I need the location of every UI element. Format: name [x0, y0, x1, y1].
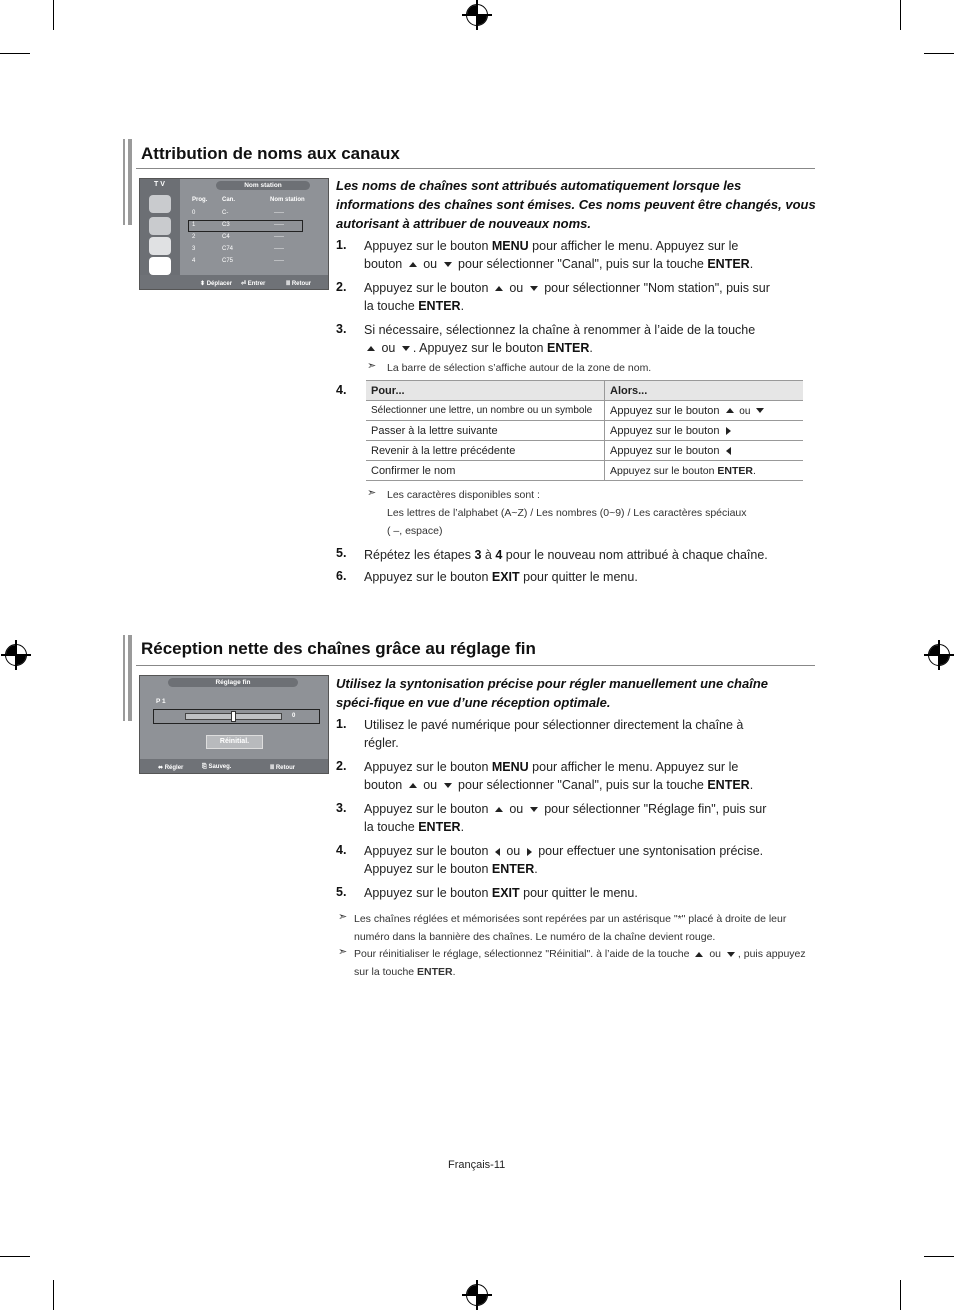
down-arrow-icon [530, 286, 538, 291]
note-text: La barre de sélection s’affiche autour de la zone de nom. [387, 362, 652, 374]
prog-number: 0 [192, 210, 196, 216]
footer-save: ⎘ Sauveg. [202, 764, 232, 770]
table-header: Alors... [605, 381, 804, 401]
crop-mark [900, 0, 901, 30]
section-bar [123, 139, 125, 225]
crop-mark [0, 53, 30, 54]
up-arrow-icon [495, 807, 503, 812]
section-bar [128, 139, 132, 225]
down-arrow-icon [444, 262, 452, 267]
fine-tune-slider[interactable] [231, 711, 236, 722]
registration-mark-icon [466, 1284, 488, 1306]
station-name: ----- [274, 210, 284, 216]
channel-code: C4 [222, 234, 230, 240]
right-arrow-icon [726, 427, 731, 435]
crop-mark [924, 53, 954, 54]
channel-code: C74 [222, 246, 234, 252]
station-name: ----- [274, 234, 284, 240]
step-number: 3. [336, 801, 347, 815]
key-table [366, 380, 803, 481]
reset-button[interactable]: Réinitial. [206, 735, 263, 749]
note-icon: ➣ [338, 945, 348, 958]
fine-tune-value: 0 [292, 713, 296, 719]
footer-adjust: ⬌ Régler [158, 765, 184, 771]
step-number: 5. [336, 546, 347, 560]
step-number: 5. [336, 885, 347, 899]
crop-mark [900, 1280, 901, 1310]
up-arrow-icon [726, 408, 734, 413]
step-number: 1. [336, 717, 347, 731]
screen-title: Réglage fin [168, 678, 298, 687]
section-rule [136, 168, 815, 169]
step-text: Appuyez sur le bouton ou pour effectuer une syntonisation précise. Appuyez sur le bouton ENTER. [364, 844, 764, 876]
step-text: Si nécessaire, sélectionnez la chaîne à renommer à l’aide de la touche ou . Appuyez sur le bouton ENTER. [364, 323, 756, 355]
down-arrow-icon [402, 346, 410, 351]
right-arrow-icon [527, 848, 532, 856]
footer-move: ⬍ Déplacer [200, 281, 233, 287]
note-text: Les chaînes réglées et mémorisées sont repérées par un astérisque "*" placé à droite de leur numéro dans la bannière des chaînes. Le numéro de la chaîne devient rouge. [354, 913, 787, 943]
step-text: Appuyez sur le bouton ou pour sélectionner "Réglage fin", puis sur la touche ENTER. [364, 802, 767, 834]
left-arrow-icon [495, 848, 500, 856]
channel-code: C3 [222, 222, 230, 228]
left-arrow-icon [726, 447, 731, 455]
section-title: Réception nette des chaînes grâce au réglage fin [141, 639, 536, 658]
table-cell: Confirmer le nom [366, 461, 605, 481]
intro-text: Utilisez la syntonisation précise pour régler manuellement une chaîne spéci-fique en vue d’une réception optimale. [336, 676, 769, 710]
step-text: Appuyez sur le bouton MENU pour afficher le menu. Appuyez sur le bouton ou pour sélectionner "Canal", puis sur la touche ENTER. [364, 239, 754, 271]
up-arrow-icon [409, 262, 417, 267]
page-number: Français-11 [448, 1159, 506, 1171]
menu-sidebar [140, 179, 180, 275]
step-number: 4. [336, 843, 347, 857]
table-cell: Sélectionner une lettre, un nombre ou un symbole [366, 401, 605, 421]
down-arrow-icon [756, 408, 764, 413]
footer-back: Ⅲ Retour [270, 765, 296, 771]
crop-mark [53, 1280, 54, 1310]
picture-icon [149, 195, 171, 213]
step-text: Répétez les étapes 3 à 4 pour le nouveau nom attribué à chaque chaîne. [364, 548, 768, 562]
table-row [366, 401, 803, 421]
down-arrow-icon [530, 807, 538, 812]
table-header-row [366, 381, 803, 401]
table-row [366, 441, 803, 461]
note-icon: ➣ [338, 910, 348, 923]
table-cell: Appuyez sur le bouton ENTER. [605, 461, 804, 481]
prog-number: 1 [192, 222, 196, 228]
step-text: Appuyez sur le bouton MENU pour afficher le menu. Appuyez sur le bouton ou pour sélectionner "Canal", puis sur la touche ENTER. [364, 760, 754, 792]
tv-menu-screenshot [139, 178, 329, 290]
step-text: Appuyez sur le bouton EXIT pour quitter le menu. [364, 570, 638, 584]
screen-title: Nom station [216, 181, 310, 190]
section-title: Attribution de noms aux canaux [141, 144, 400, 163]
crop-mark [53, 0, 54, 30]
table-cell: Appuyez sur le bouton ou [605, 401, 804, 421]
note-text: Pour réinitialiser le réglage, sélectionnez "Réinitial". à l’aide de la touche ou , puis appuyez sur la touche ENTER. [354, 948, 806, 978]
section-bar [128, 635, 132, 721]
section-rule [136, 665, 815, 666]
step-number: 1. [336, 238, 347, 252]
step-number: 3. [336, 322, 347, 336]
sound-icon [149, 217, 171, 235]
up-arrow-icon [409, 783, 417, 788]
up-arrow-icon [367, 346, 375, 351]
table-cell: Revenir à la lettre précédente [366, 441, 605, 461]
step-number: 2. [336, 280, 347, 294]
channel-code: C- [222, 210, 229, 216]
tv-menu-screenshot [139, 675, 329, 774]
crop-mark [924, 1256, 954, 1257]
prog-number: 2 [192, 234, 196, 240]
setup-icon [149, 257, 171, 275]
note-icon: ➣ [367, 486, 377, 499]
note-icon: ➣ [367, 359, 377, 372]
station-name: ----- [274, 222, 284, 228]
station-name: ----- [274, 258, 284, 264]
registration-mark-icon [5, 644, 27, 666]
table-row [366, 421, 803, 441]
step-text: Utilisez le pavé numérique pour sélectionner directement la chaîne à régler. [364, 718, 744, 750]
registration-mark-icon [466, 4, 488, 26]
down-arrow-icon [727, 952, 735, 957]
footer-back: Ⅲ Retour [286, 281, 312, 287]
step-number: 4. [336, 383, 347, 397]
col-header: Prog. [192, 197, 208, 203]
channel-icon [149, 237, 171, 255]
up-arrow-icon [695, 952, 703, 957]
registration-mark-icon [928, 644, 950, 666]
col-header: Nom station [270, 197, 305, 203]
table-cell: Appuyez sur le bouton [605, 441, 804, 461]
step-number: 6. [336, 569, 347, 583]
note-text: Les caractères disponibles sont : Les lettres de l’alphabet (A~Z) / Les nombres (0~9) / Les caractères spéciaux ( –, espace) [387, 489, 747, 537]
table-row [366, 461, 803, 481]
station-name: ----- [274, 246, 284, 252]
section-bar [123, 635, 125, 721]
table-header: Pour... [366, 381, 605, 401]
col-header: Can. [222, 197, 236, 203]
step-text: Appuyez sur le bouton ou pour sélectionner "Nom station", puis sur la touche ENTER. [364, 281, 770, 313]
channel-code: C75 [222, 258, 234, 264]
prog-number: 3 [192, 246, 196, 252]
crop-mark [0, 1256, 30, 1257]
footer-enter: ⏎ Entrer [241, 281, 266, 287]
table-cell: Appuyez sur le bouton [605, 421, 804, 441]
intro-text: Les noms de chaînes sont attribués automatiquement lorsque les informations des chaînes sont émises. Ces noms peuvent être changés, vous autorisant à attribuer de nouveaux noms. [336, 178, 816, 231]
up-arrow-icon [495, 286, 503, 291]
step-number: 2. [336, 759, 347, 773]
table-cell: Passer à la lettre suivante [366, 421, 605, 441]
prog-number: 4 [192, 258, 196, 264]
selection-bar [188, 220, 303, 232]
program-label: P 1 [156, 698, 166, 705]
down-arrow-icon [444, 783, 452, 788]
tv-label: T V [154, 181, 165, 188]
step-text: Appuyez sur le bouton EXIT pour quitter le menu. [364, 886, 638, 900]
